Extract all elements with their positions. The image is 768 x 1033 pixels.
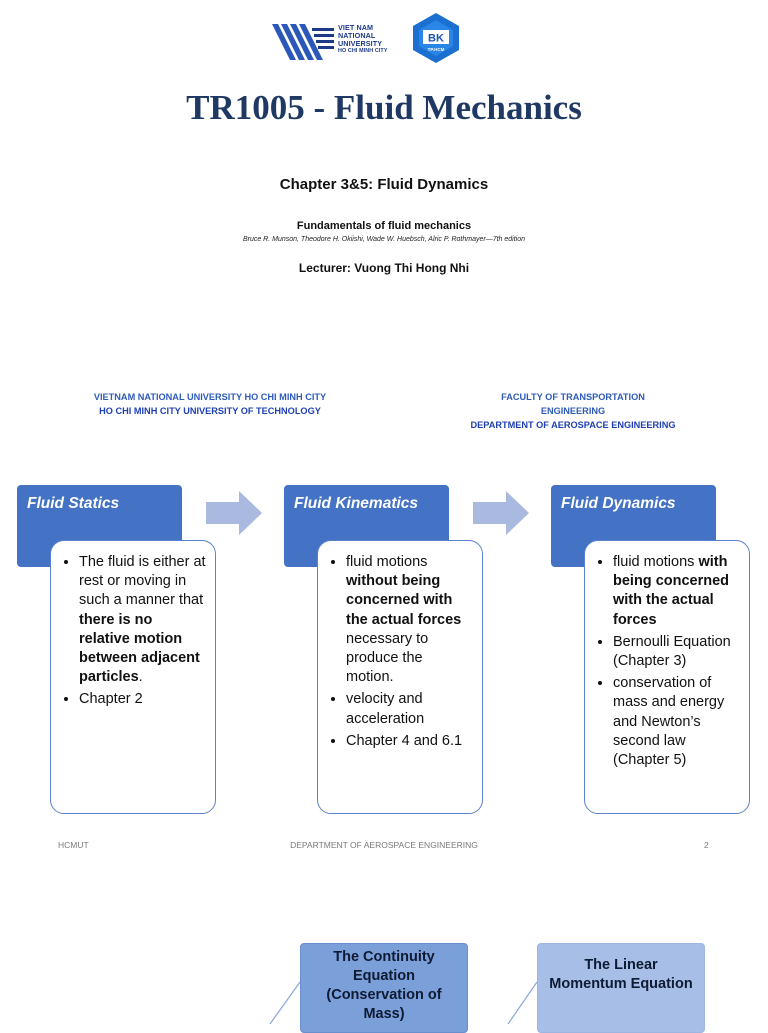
linear-momentum-box [537,943,705,1033]
list-item [79,690,207,709]
page-number: 2 [704,840,709,850]
statics-bullet2-text: Chapter 2 [79,691,143,708]
bk-logo-icon [410,12,462,64]
chapter-subtitle: Chapter 3&5: Fluid Dynamics [279,176,489,193]
textbook-authors: Bruce R. Munson, Theodore H. Okiishi, Wade W. Huebsch, Alric P. Rothmayer—7th edition [242,236,526,243]
continuity-line1: The Continuity [333,949,435,965]
statics-bullet1-end: . [138,669,143,686]
kinematics-bullet3-text: Chapter 4 and 6.1 [346,732,463,749]
vnu-logo-line1: VIET NAM [338,23,374,32]
fluid-statics-body [50,540,216,814]
kinematics-bullet2-text: velocity and acceleration [346,691,425,727]
bk-logo-sublabel: TP.HCM [427,47,445,52]
dynamics-bullet1-text: fluid motions [613,554,699,570]
list-item [346,732,474,751]
footer-left: HCMUT [58,840,89,850]
institution-right-line2: ENGINEERING [540,406,606,416]
list-item [613,633,741,671]
vnu-logo-line4: HO CHI MINH CITY [338,48,388,54]
list-item [346,553,474,687]
institution-left [60,390,360,418]
momentum-line1: The Linear [584,957,658,973]
statics-bullet1-text: The fluid is either at rest or moving in such a manner that [79,554,206,609]
institution-left-line2: HO CHI MINH CITY UNIVERSITY OF TECHNOLOGY [99,406,321,416]
institution-left-line1: VIETNAM NATIONAL UNIVERSITY HO CHI MINH CITY [93,392,327,402]
institution-right-line1: FACULTY OF TRANSPORTATION [501,392,645,402]
institution-right [440,390,706,432]
page-title: TR1005 - Fluid Mechanics [186,88,582,127]
fluid-statics-title: Fluid Statics [27,495,120,512]
fluid-dynamics-body [584,540,750,814]
dynamics-bullet1-bold: with being concerned with the actual forces [613,554,730,628]
vnu-logo-line3: UNIVERSITY [338,39,383,48]
dynamics-bullet3-text: conservation of mass and energy and Newton’s second law (Chapter 5) [613,675,725,769]
continuity-equation-box [300,943,468,1033]
fluid-kinematics-body [317,540,483,814]
list-item [346,690,474,728]
dynamics-bullet2-text: Bernoulli Equation (Chapter 3) [613,633,731,670]
continuity-line4: Mass) [363,1006,405,1022]
arrow-right-icon [473,491,529,535]
list-item [613,553,741,630]
list-item [613,674,741,770]
lecturer-name: Lecturer: Vuong Thi Hong Nhi [298,261,470,275]
statics-bullet1-bold: there is no relative motion between adjacent particles [79,611,200,686]
bk-logo-label: BK [428,32,444,45]
kinematics-bullet1-text: fluid motions [346,554,428,570]
list-item [79,553,207,687]
vnu-logo-text [338,24,408,55]
kinematics-bullet1-end: necessary to produce the motion. [346,630,429,686]
textbook-title: Fundamentals of fluid mechanics [296,220,472,232]
fluid-dynamics-title: Fluid Dynamics [561,495,676,512]
momentum-line2: Momentum Equation [549,976,693,992]
arrow-right-icon [206,491,262,535]
continuity-line2: Equation [352,968,416,984]
footer-center: DEPARTMENT OF AEROSPACE ENGINEERING [290,840,478,850]
vnu-logo-line2: NATIONAL [338,31,376,40]
fluid-kinematics-title: Fluid Kinematics [294,495,419,512]
kinematics-bullet1-bold: without being concerned with the actual forces [346,573,462,628]
continuity-line3: (Conservation of [326,987,442,1003]
institution-right-line3: DEPARTMENT OF AEROSPACE ENGINEERING [470,420,676,430]
